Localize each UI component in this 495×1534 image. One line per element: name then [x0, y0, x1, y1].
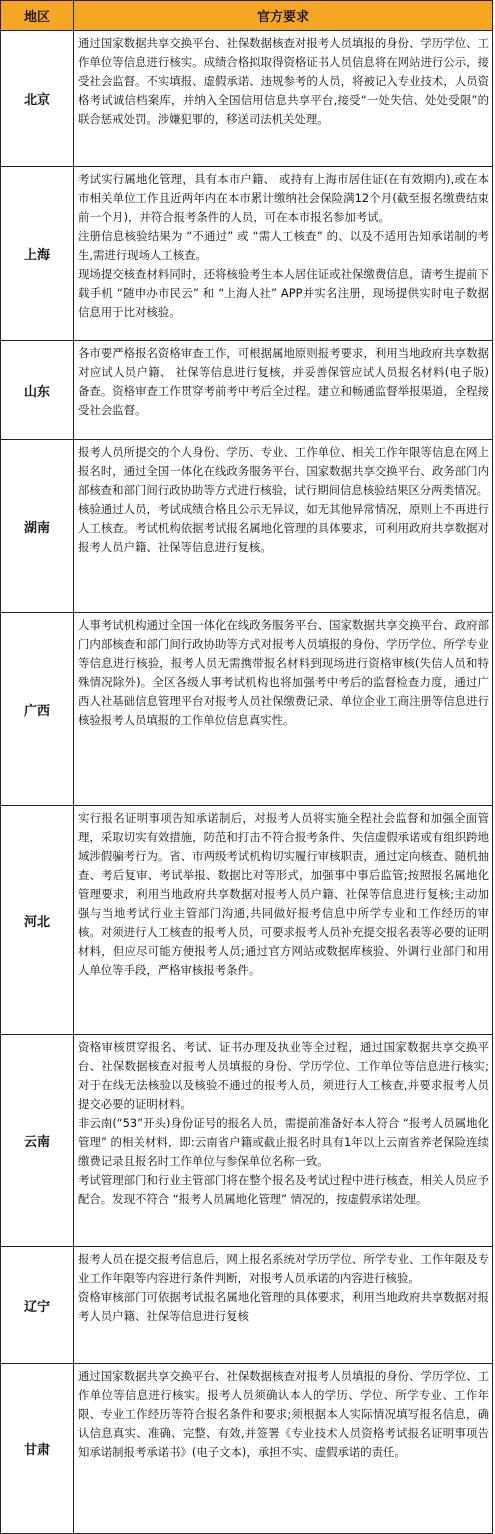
table-row	[1, 1035, 492, 1247]
region-cell: 湖南	[1, 440, 74, 612]
requirement-paragraph: 现场提交核查材料同时，还将核验考生本人居住证或社保缴费信息，请考生提前下载手机 “随申办市民云” 和 “上海人社” APP并实名注册，现场提供实时电子数据信息用于比对核验。	[78, 267, 489, 319]
requirement-paragraph: 报考人员在提交报考信息后，网上报名系统对学历学位、所学专业、工作年限及专业工作年限等内容进行条件判断，对报考人员承诺的内容进行核验。	[78, 1252, 489, 1285]
region-cell: 北京	[1, 31, 74, 166]
requirement-cell	[74, 806, 492, 1034]
requirement-paragraph: 通过国家数据共享交换平台、社保数据核查对报考人员填报的身份、学历学位、工作单位等信息进行核实。成绩合格拟取得资格证书人员信息将在网站进行公示，接受社会监督。不实填报、虚假承诺、违规参考的人员，将被记入专业技术，人员资格考试诚信档案库，并纳入全国信用信息共享平台,接受“一处失信、处处受限”的联合惩戒处罚。涉嫌犯罪的，移送司法机关处理。	[78, 36, 489, 126]
table-row	[1, 806, 492, 1035]
header-requirement: 官方要求	[256, 10, 309, 25]
region-cell: 河北	[1, 806, 74, 1034]
requirement-paragraph: 各市要严格报名资格审查工作，可根据属地原则报考要求，利用当地政府共享数据对应试人员户籍、 社保等信息进行复核，并妥善保管应试人员报名材料(电子版)备查。资格审查工作贯穿考前考中考后全过程。建立和畅通监督举报渠道，全程接受社会监督。	[78, 346, 489, 417]
header-region: 地区	[1, 1, 74, 30]
requirement-cell	[74, 31, 492, 166]
requirement-paragraph: 实行报名证明事项告知承诺制后，对报考人员将实施全程社会监督和加强全面管理，采取切实有效措施，防范和打击不符合报考条件、失信虚假承诺或有组织跨地域涉假骗考行为。省、市两级考试机构切实履行审核职责，通过定向核查、随机抽查、考后复审、考试举报、数据比对等形式，加强事中事后监管;按照报名属地化管理要求，利用当地政府共享数据对报考人员户籍、社保等信息进行复核;主动加强与当地考试行业主管部门沟通,共同做好报考信息中所学专业和工作经历的审核。对须进行人工核查的报考人员，可要求报考人员补充提交报名表等必要的证明材料，但应尽可能方便报考人员;通过官方网站或数据库核验、外调行业部门和用人单位等手段，严格审核报考条件。	[78, 811, 489, 977]
table-row	[1, 440, 492, 613]
requirement-cell	[74, 1247, 492, 1363]
table-row	[1, 341, 492, 440]
requirement-paragraph: 考试实行属地化管理，具有本市户籍、 或持有上海市居住证(在有效期内),或在本市相关单位工作且近两年内在本市累计缴纳社会保险满12个月(截至报名缴费结束前一个月)，并符合报考条件的人员，可在本市报名参加考试。	[78, 172, 489, 224]
region-cell: 云南	[1, 1035, 74, 1246]
requirement-paragraph: 非云南(“53”开头)身份证号的报名人员，需提前准备好本人符合 “报考人员属地化管理” 的相关材料，即:云南省户籍或截止报名时具有1年以上云南省养老保险连续缴费记录且报名时工作单位与参保单位名称一致。	[78, 1116, 489, 1168]
requirement-cell	[74, 341, 492, 439]
region-cell: 广西	[1, 613, 74, 805]
requirement-paragraph: 注册信息核验结果为 “不通过” 或 “需人工核查” 的、以及不适用告知承诺制的考生,需进行现场人工核查。	[78, 229, 489, 262]
requirement-cell	[74, 613, 492, 805]
region-cell: 辽宁	[1, 1247, 74, 1363]
table-row	[1, 31, 492, 167]
table-header	[1, 1, 492, 31]
requirement-cell	[74, 167, 492, 340]
requirement-paragraph: 报考人员所提交的个人身份、学历、专业、工作单位、相关工作年限等信息在网上报名时，通过全国一体化在线政务服务平台、国家数据共享交换平台、政务部门内部核查和部门间行政协助等方式进行核验，试行期间信息核验结果区分两类情况。	[78, 445, 489, 497]
requirement-cell	[74, 1364, 492, 1533]
requirement-cell	[74, 1035, 492, 1246]
region-cell: 甘肃	[1, 1364, 74, 1533]
region-cell: 上海	[1, 167, 74, 340]
requirement-paragraph: 人事考试机构通过全国一体化在线政务服务平台、国家数据共享交换平台、政府部门内部核查和部门间行政协助等方式对报考人员填报的身份、学历学位、所学专业等信息进行核验，报考人员无需携带报名材料到现场进行资格审核(失信人员和特殊情况除外)。全区各级人事考试机构也将加强考中考后的监督检查力度，通过广西人社基础信息管理平台对报考人员社保缴费记录、单位企业工商注册等信息进行核验报考人员填报的工作单位信息真实性。	[78, 618, 489, 727]
table-row	[1, 167, 492, 341]
region-cell: 山东	[1, 341, 74, 439]
requirement-paragraph: 资格审核贯穿报名、考试、证书办理及执业等全过程，通过国家数据共享交换平台、社保数据核查对报考人员填报的身份、学历学位、工作单位等信息进行核实;对于在线无法核验以及核验不通过的报考人员，须进行人工核查,并要求报考人员提交必要的证明材料。	[78, 1040, 489, 1111]
requirement-paragraph: 资格审核部门可依据考试报名属地化管理的具体要求，利用当地政府共享数据对报考人员户籍、社保等信息进行复核	[78, 1290, 489, 1323]
table-row	[1, 1247, 492, 1364]
table-row	[1, 613, 492, 806]
requirement-paragraph: 通过国家数据共享交换平台、社保数据核查对报考人员填报的身份、学历学位、工作单位等信息进行核实。报考人员须确认本人的学历、学位、所学专业、工作年限、专业工作经历等符合报名条件和要求;须根据本人实际情况填写报名信息，确认信息真实、准确、完整、有效,并签署《专业技术人员资格考试报名证明事项告知承诺制报考承诺书》(电子文本)，承担不实、虚假承诺的责任。	[78, 1369, 489, 1459]
requirement-paragraph: 核验通过人员，考试成绩合格且公示无异议，如无其他异常情况，原则上不再进行人工核查。考试机构依据考试报名属地化管理的具体要求，可利用政府共享数据对报考人员户籍、社保等信息进行复核。	[78, 502, 489, 554]
table-row	[1, 1364, 492, 1533]
requirement-cell	[74, 440, 492, 612]
requirement-paragraph: 考试管理部门和行业主管部门将在整个报名及考试过程中进行核查，相关人员应予配合。发现不符合 “报考人员属地化管理” 情况的，按虚假承诺处理。	[78, 1173, 489, 1206]
